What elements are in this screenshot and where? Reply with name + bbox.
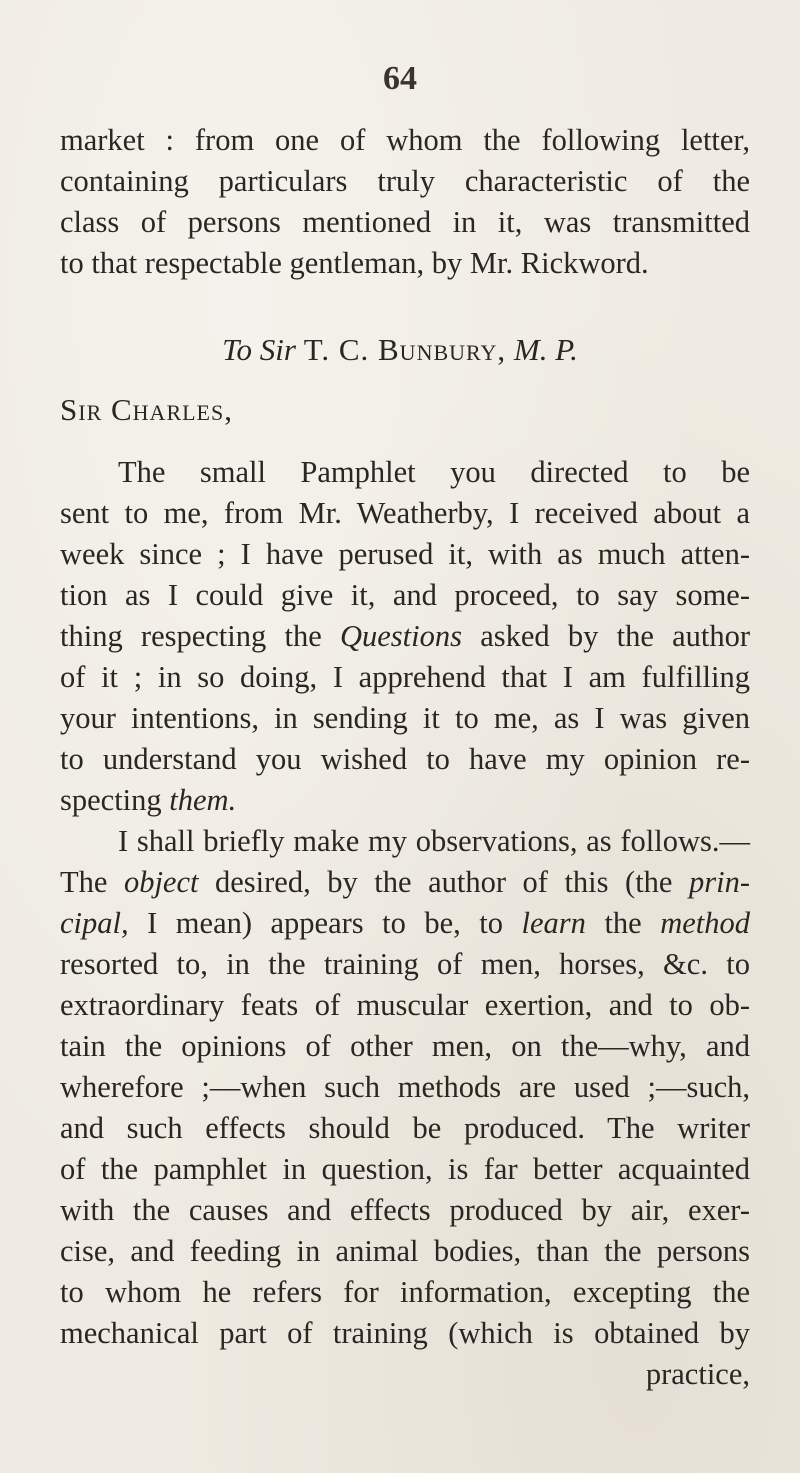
letter-address [0,330,800,370]
text-line [60,903,750,943]
text-line: extraordinary feats of muscular exertion, and to ob- [60,988,750,1022]
text-line: your intentions, in sending it to me, as I was given [60,701,750,735]
page-number: 64 [383,60,417,97]
italic-learn: learn [521,906,586,940]
text-line: and such effects should be produced. The writer [60,1111,750,1145]
text-line: The small Pamphlet you directed to be [118,455,750,489]
text-line: to that respectable gentleman, by Mr. Rickword. [60,246,649,280]
text-line: cise, and feeding in animal bodies, than the persons [60,1234,750,1268]
text-line: to understand you wished to have my opinion re- [60,742,750,776]
text-fragment: desired, by the author of this (the [215,865,673,899]
text-line: class of persons mentioned in it, was transmitted [60,205,750,239]
italic-object: object [123,865,199,899]
text-line [60,862,750,902]
text-fragment: the [604,906,642,940]
letter-salutation: Sir Charles, [60,392,233,427]
text-line: I shall briefly make my observations, as follows.— [118,824,750,858]
italic-questions: Questions [339,619,462,653]
text-line: wherefore ;—when such methods are used ;—such, [60,1070,750,1104]
text-line: tain the opinions of other men, on the—why, and [60,1029,750,1063]
text-line: tion as I could give it, and proceed, to say some- [60,578,750,612]
text-line: containing particulars truly characteristic of the [60,164,750,198]
text-fragment: The [60,865,108,899]
italic-prin: prin- [689,865,750,899]
address-name: T. C. Bunbury, [303,332,507,367]
text-line: resorted to, in the training of men, horses, &c. to [60,947,750,981]
text-line: of the pamphlet in question, is far better acquainted [60,1152,750,1186]
address-suffix: M. P. [513,332,578,367]
italic-method: method [660,906,751,940]
text-line: market : from one of whom the following letter, [60,123,750,157]
text-line: mechanical part of training (which is obtained by [60,1316,750,1350]
text-line: of it ; in so doing, I apprehend that I am fulfilling [60,660,750,694]
text-line: week since ; I have perused it, with as much atten- [60,537,750,571]
text-line: to whom he refers for information, excepting the [60,1275,750,1309]
text-line: thing respecting the Questions asked by the author [60,619,751,653]
text-line: sent to me, from Mr. Weatherby, I received about a [60,496,750,530]
italic-cipal: cipal, [60,906,129,940]
italic-them: them. [169,783,237,817]
text-line: with the causes and effects produced by air, exer- [60,1193,750,1227]
catchword: practice, [645,1357,750,1391]
address-prefix: To Sir [222,332,296,367]
text-line: specting them. [60,783,237,817]
text-fragment: I mean) appears to be, to [147,906,504,940]
